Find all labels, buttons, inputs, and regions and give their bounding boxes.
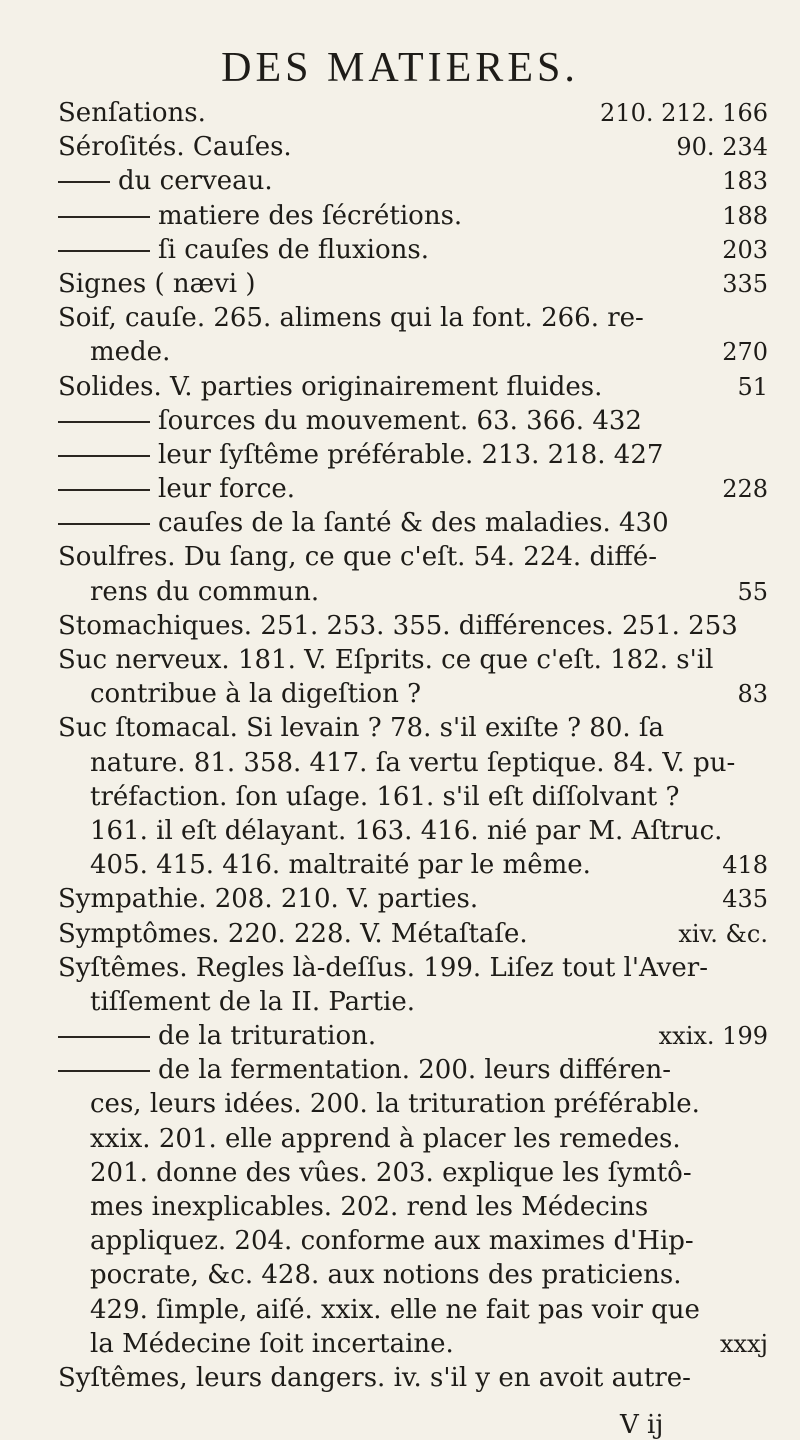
ditto-rule: [58, 250, 150, 252]
index-line: [58, 506, 778, 540]
index-line: [58, 1087, 778, 1121]
index-line-text: 405. 415. 416. maltraité par le même.: [90, 850, 591, 881]
index-line: [58, 1258, 778, 1292]
index-line: [58, 1190, 778, 1224]
index-line-pages: 51: [737, 372, 768, 401]
index-line-text: matiere des ſécrétions.: [158, 200, 463, 231]
index-line: [58, 1224, 778, 1258]
index-line: [58, 780, 778, 814]
index-line-text: Soif, cauſe. 265. alimens qui la font. 266. re-: [58, 303, 644, 334]
index-line-pages: xxix. 199: [658, 1022, 768, 1051]
ditto-rule: [58, 523, 150, 525]
index-line: [58, 1053, 778, 1087]
index-line: [58, 301, 778, 335]
index-line-text: ces, leurs idées. 200. la trituration préférable.: [90, 1089, 700, 1120]
index-line-text: ſources du mouvement. 63. 366. 432: [158, 405, 642, 436]
index-line-text: tréfaction. ſon uſage. 161. s'il eſt diſſolvant ?: [90, 781, 680, 812]
index-line: [58, 985, 778, 1019]
page-header: DES MATIERES.: [221, 45, 579, 91]
index-line-text: de la trituration.: [158, 1021, 377, 1052]
index-line: [58, 233, 778, 267]
index-line-pages: 203: [722, 235, 768, 264]
index-line: [58, 643, 778, 677]
index-line: [58, 96, 778, 130]
index-line-pages: 83: [737, 680, 768, 709]
index-line-pages: 418: [722, 851, 768, 880]
index-line-pages: 270: [722, 338, 768, 367]
ditto-rule: [58, 1070, 150, 1072]
index-line: [58, 1293, 778, 1327]
index-line-text: du cerveau.: [118, 166, 273, 197]
index-line-text: Solides. V. parties originairement fluides.: [58, 371, 603, 402]
ditto-rule: [58, 455, 150, 457]
index-line-text: tiſſement de la II. Partie.: [90, 986, 416, 1017]
index-line: [58, 130, 778, 164]
index-line: [58, 370, 778, 404]
index-entries: [58, 96, 778, 1395]
index-line: [58, 404, 778, 438]
index-line: [58, 951, 778, 985]
index-line-pages: 188: [722, 201, 768, 230]
index-line: [58, 575, 778, 609]
index-line-text: leur force.: [158, 474, 296, 505]
index-line-text: de la fermentation. 200. leurs différen-: [158, 1055, 672, 1086]
index-line-text: Suc ſtomacal. Si levain ? 78. s'il exiſte ? 80. ſa: [58, 713, 665, 744]
index-line-pages: 90. 234: [676, 133, 768, 162]
index-line-text: Symptômes. 220. 228. V. Métaſtaſe.: [58, 918, 528, 949]
index-line-text: Senſations.: [58, 98, 206, 128]
index-line-pages: 183: [722, 167, 768, 196]
index-line: [58, 1122, 778, 1156]
index-line-pages: xxxj: [719, 1329, 768, 1358]
ditto-rule: [58, 1036, 150, 1038]
index-line: [58, 814, 778, 848]
index-line-text: Syſtêmes, leurs dangers. iv. s'il y en avoit autre-: [58, 1362, 691, 1393]
signature-mark: V ij: [620, 1410, 664, 1440]
index-line-text: leur ſyſtême préférable. 213. 218. 427: [158, 439, 664, 470]
index-line: [58, 199, 778, 233]
index-line-text: Syſtêmes. Regles là-deſſus. 199. Liſez tout l'Aver-: [58, 952, 709, 983]
index-line-text: contribue à la digeſtion ?: [90, 679, 422, 710]
index-line-pages: xiv. &c.: [678, 919, 768, 948]
index-line-text: Soulfres. Du ſang, ce que c'eſt. 54. 224. diffé-: [58, 542, 658, 573]
index-line-pages: 435: [722, 885, 768, 914]
index-line-text: Signes ( nævi ): [58, 268, 256, 299]
index-line: [58, 164, 778, 198]
index-line-text: appliquez. 204. conforme aux maximes d'Hip-: [90, 1226, 694, 1257]
index-line: [58, 1019, 778, 1053]
index-line: [58, 917, 778, 951]
index-line: [58, 882, 778, 916]
index-line-text: mes inexplicables. 202. rend les Médecins: [90, 1192, 649, 1222]
index-line-text: Séroſités. Cauſes.: [58, 132, 292, 163]
index-line-text: Sympathie. 208. 210. V. parties.: [58, 884, 479, 915]
index-line: [58, 540, 778, 574]
index-line: [58, 848, 778, 882]
index-line: [58, 746, 778, 780]
index-line-text: la Médecine ſoit incertaine.: [90, 1328, 454, 1359]
index-line: [58, 438, 778, 472]
index-line-text: cauſes de la ſanté & des maladies. 430: [158, 508, 669, 539]
index-line-text: 429. ſimple, aiſé. xxix. elle ne fait pas voir que: [90, 1294, 700, 1325]
index-line-text: ſi cauſes de fluxions.: [158, 234, 429, 265]
index-line-text: Stomachiques. 251. 253. 355. différences. 251. 253: [58, 610, 738, 641]
ditto-rule: [58, 216, 150, 218]
ditto-rule: [58, 421, 150, 423]
index-line-pages: 228: [722, 475, 768, 504]
index-line-text: rens du commun.: [90, 576, 320, 607]
index-line-text: Suc nerveux. 181. V. Eſprits. ce que c'eſt. 182. s'il: [58, 645, 714, 675]
index-line: [58, 1156, 778, 1190]
index-line: [58, 1361, 778, 1395]
ditto-rule: [58, 489, 150, 491]
index-line-text: xxix. 201. elle apprend à placer les remedes.: [90, 1123, 681, 1154]
index-line: [58, 1327, 778, 1361]
index-line-pages: 55: [737, 577, 768, 606]
index-line-text: pocrate, &c. 428. aux notions des praticiens.: [90, 1260, 682, 1291]
index-line-text: 201. donne des vûes. 203. explique les ſymtô-: [90, 1157, 692, 1188]
index-line: [58, 711, 778, 745]
index-line-pages: 210. 212. 166: [600, 99, 768, 127]
index-line-pages: 335: [722, 269, 768, 298]
ditto-rule: [58, 181, 110, 183]
index-line: [58, 335, 778, 369]
index-line: [58, 677, 778, 711]
index-line: [58, 267, 778, 301]
index-line-text: 161. il eſt délayant. 163. 416. nié par M. Aſtruc.: [90, 815, 723, 846]
index-line-text: nature. 81. 358. 417. ſa vertu ſeptique. 84. V. pu-: [90, 747, 736, 778]
index-line-text: mede.: [90, 337, 171, 368]
index-line: [58, 609, 778, 643]
index-line: [58, 472, 778, 506]
